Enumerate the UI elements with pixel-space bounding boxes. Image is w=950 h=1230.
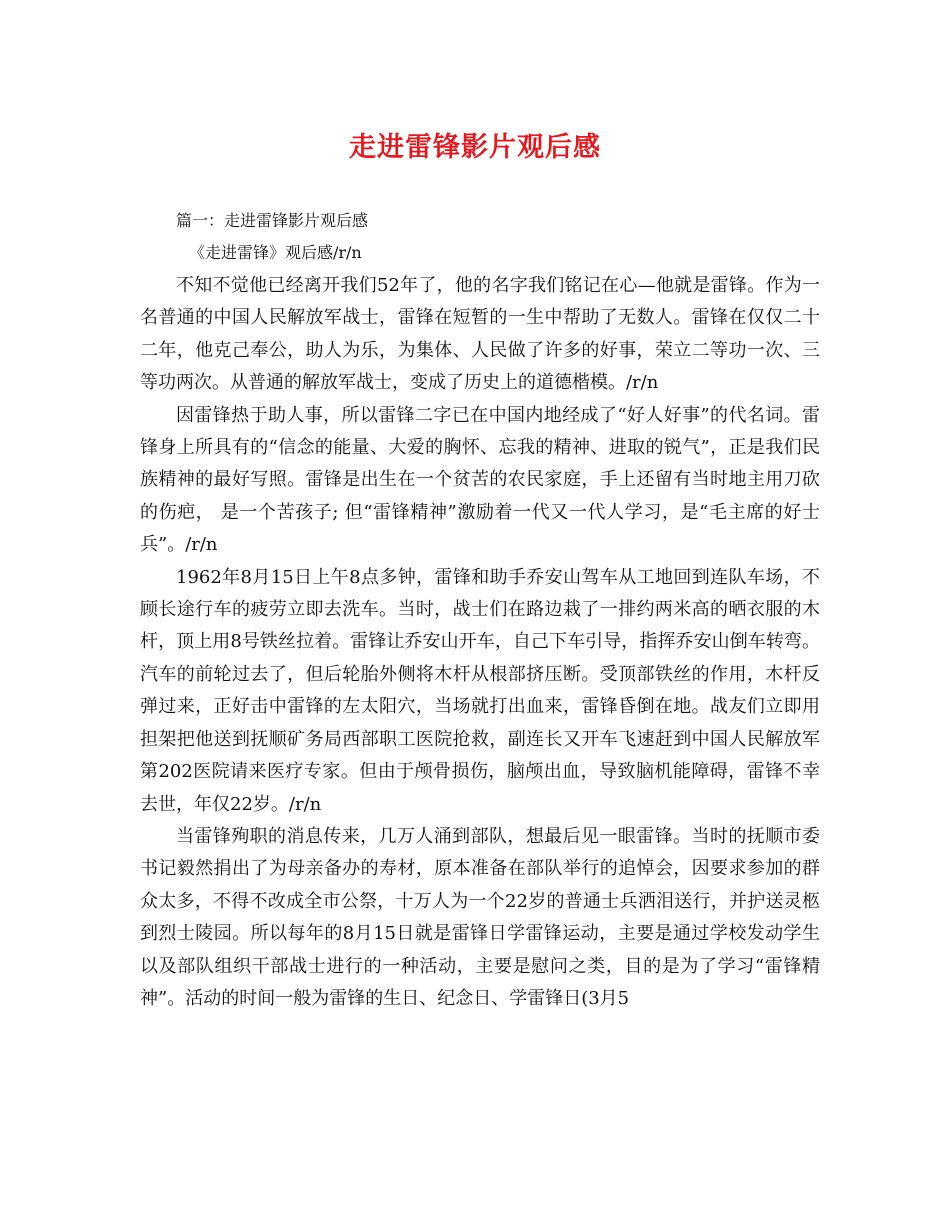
- article-body: [140, 270, 820, 1015]
- paragraph: 因雷锋热于助人事，所以雷锋二字已在中国内地经成了“好人好事”的代名词。雷锋身上所具有的“信念的能量、大爱的胸怀、忘我的精神、进取的锐气”，正是我们民族精神的最好写照。雷锋是出生在一个贫苦的农民家庭，手上还留有当时地主用刀砍的伤疤， 是一个苦孩子; 但“雷锋精神”激励着一代又一代人学习，是“毛主席的好士兵”。/r/n: [140, 404, 820, 556]
- paragraph: 1962年8月15日上午8点多钟，雷锋和助手乔安山驾车从工地回到连队车场，不顾长途行车的疲劳立即去洗车。当时，战士们在路边栽了一排约两米高的晒衣服的木杆，顶上用8号铁丝拉着。雷锋让乔安山开车，自己下车引导，指挥乔安山倒车转弯。汽车的前轮过去了，但后轮胎外侧将木杆从根部挤压断。受顶部铁丝的作用，木杆反弹过来，正好击中雷锋的左太阳穴，当场就打出血来，雷锋昏倒在地。战友们立即用担架把他送到抚顺矿务局西部职工医院抢救，副连长又开车飞速赶到中国人民解放军第202医院请来医疗专家。但由于颅骨损伤，脑颅出血，导致脑机能障碍，雷锋不幸去世，年仅22岁。/r/n: [140, 566, 820, 815]
- article-subtitle: 《走进雷锋》观后感/r/n: [189, 243, 362, 262]
- document-title: 走进雷锋影片观后感: [349, 132, 601, 163]
- article-subheading: 篇一：走进雷锋影片观后感: [176, 211, 369, 230]
- paragraph: 不知不觉他已经离开我们52年了，他的名字我们铭记在心—他就是雷锋。作为一名普通的中国人民解放军战士，雷锋在短暂的一生中帮助了无数人。雷锋在仅仅二十二年，他克己奉公，助人为乐，为集体、人民做了许多的好事，荣立二等功一次、三等功两次。从普通的解放军战士，变成了历史上的道德楷模。/r/n: [140, 275, 820, 394]
- paragraph: 当雷锋殉职的消息传来，几万人涌到部队，想最后见一眼雷锋。当时的抚顺市委书记毅然捐出了为母亲备办的寿材，原本准备在部队举行的追悼会，因要求参加的群众太多，不得不改成全市公祭，十万人为一个22岁的普通士兵洒泪送行，并护送灵柩到烈士陵园。所以每年的8月15日就是雷锋日学雷锋运动，主要是通过学校发动学生以及部队组织干部战士进行的一种活动，主要是慰问之类，目的是为了学习“雷锋精神”。活动的时间一般为雷锋的生日、纪念日、学雷锋日(3月5: [140, 825, 820, 1009]
